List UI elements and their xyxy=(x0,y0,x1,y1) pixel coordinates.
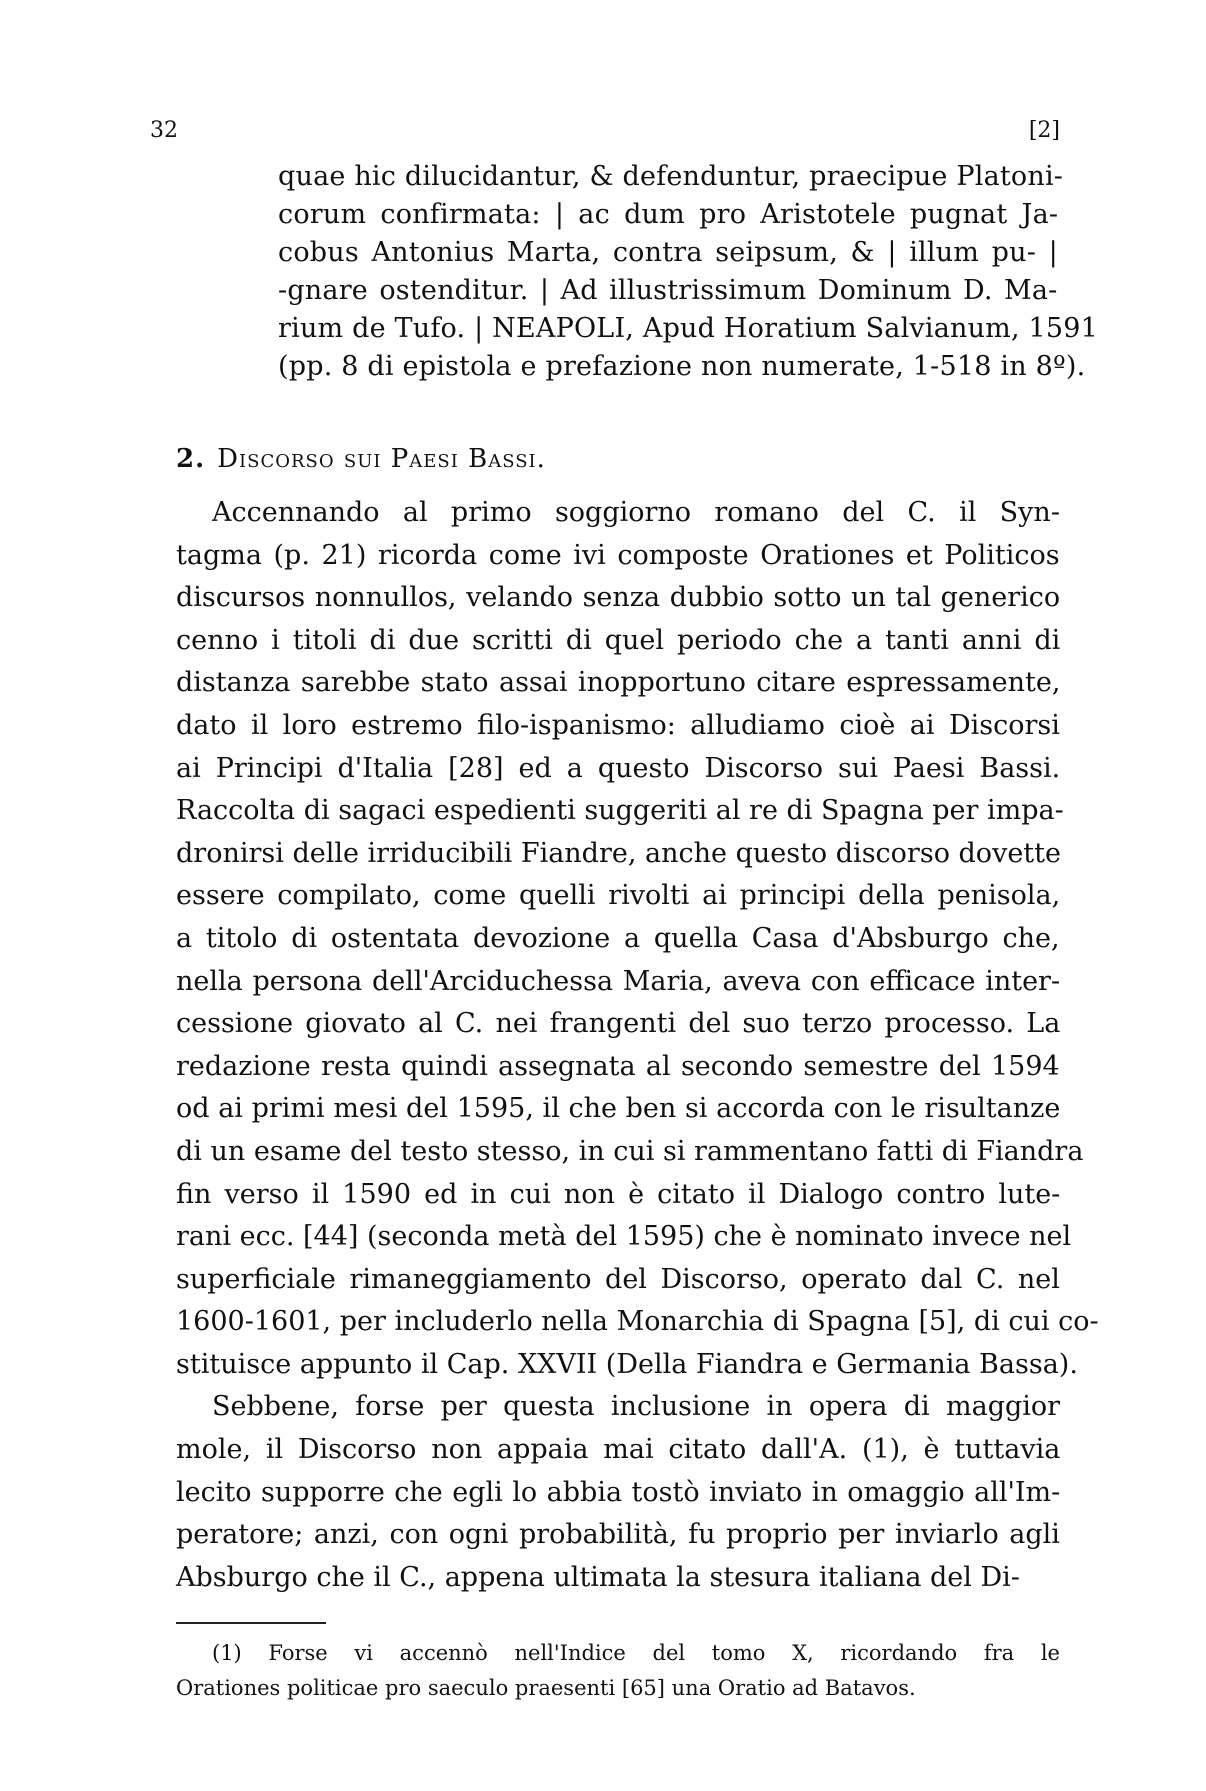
footnote-divider xyxy=(176,1622,326,1624)
text-line: dato il loro estremo filo-ispanismo: alludiamo cioè ai Discorsi xyxy=(176,709,1060,741)
text-line: Sebbene, forse per questa inclusione in opera di maggior xyxy=(212,1391,1061,1423)
page-reference: [2] xyxy=(1028,118,1060,143)
text-line: cessione giovato al C. nei frangenti del suo terzo processo. La xyxy=(176,1008,1061,1040)
text-line: di un esame del testo stesso, in cui si rammentano fatti di Fiandra xyxy=(176,1135,1084,1167)
text-line: corum confirmata: | ac dum pro Aristotele pugnat Ja- xyxy=(278,199,1059,230)
text-line: Accennando al primo soggiorno romano del C. il Syn- xyxy=(212,497,1060,528)
footnote-line: (1) Forse vi accennò nell'Indice del tomo X, ricordando fra le xyxy=(212,1641,1060,1665)
text-line: 1600-1601, per includerlo nella Monarchia di Spagna [5], di cui co- xyxy=(176,1306,1099,1338)
text-line: cenno i titoli di due scritti di quel periodo che a tanti anni di xyxy=(176,624,1061,656)
text-line: rium de Tufo. | NEAPOLI, Apud Horatium Salvianum, 1591 xyxy=(278,313,1099,344)
section-number: 2. xyxy=(176,444,206,474)
text-line: -gnare ostenditur. | Ad illustrissimum Dominum D. Ma- xyxy=(278,275,1058,306)
text-line: redazione resta quindi assegnata al secondo semestre del 1594 xyxy=(176,1050,1060,1082)
text-line: rani ecc. [44] (seconda metà del 1595) che è nominato invece nel xyxy=(176,1221,1072,1253)
text-line: (pp. 8 di epistola e prefazione non numerate, 1-518 in 8º). xyxy=(278,351,1086,382)
section-heading xyxy=(176,440,546,478)
text-line: dronirsi delle irriducibili Fiandre, anche questo discorso dovette xyxy=(176,837,1061,869)
text-line: discursos nonnullos, velando senza dubbio sotto un tal generico xyxy=(176,582,1061,614)
text-line: Absburgo che il C., appena ultimata la stesura italiana del Di- xyxy=(176,1561,1020,1593)
section-title: Discorso sui Paesi Bassi. xyxy=(217,444,546,474)
text-line: peratore; anzi, con ogni probabilità, fu proprio per inviarlo agli xyxy=(176,1519,1060,1551)
text-line: od ai primi mesi del 1595, il che ben si accorda con le risultanze xyxy=(176,1093,1061,1125)
text-line: quae hic dilucidantur, & defenduntur, praecipue Platoni- xyxy=(278,161,1064,192)
text-line: lecito supporre che egli lo abbia tostò inviato in omaggio all'Im- xyxy=(176,1476,1061,1508)
text-line: cobus Antonius Marta, contra seipsum, & | illum pu- | xyxy=(278,237,1058,268)
text-line: superficiale rimaneggiamento del Discorso, operato dal C. nel xyxy=(176,1263,1060,1295)
text-line: fin verso il 1590 ed in cui non è citato il Dialogo contro lute- xyxy=(176,1178,1061,1210)
running-header xyxy=(150,118,1060,148)
text-line: stituisce appunto il Cap. XXVII (Della Fiandra e Germania Bassa). xyxy=(176,1348,1078,1380)
body-text xyxy=(176,492,1099,1599)
footnote xyxy=(176,1636,1060,1706)
text-line: essere compilato, come quelli rivolti ai principi della penisola, xyxy=(176,880,1061,912)
footnote-line: Orationes politicae pro saeculo praesenti [65] una Oratio ad Batavos. xyxy=(176,1676,916,1700)
bibliographic-entry xyxy=(278,158,1099,386)
text-line: nella persona dell'Arciduchessa Maria, aveva con efficace inter- xyxy=(176,965,1061,997)
page-number: 32 xyxy=(150,118,178,143)
text-line: ai Principi d'Italia [28] ed a questo Discorso sui Paesi Bassi. xyxy=(176,752,1061,784)
text-line: distanza sarebbe stato assai inopportuno citare espressamente, xyxy=(176,667,1061,699)
text-line: mole, il Discorso non appaia mai citato dall'A. (1), è tuttavia xyxy=(176,1434,1061,1466)
text-line: a titolo di ostentata devozione a quella Casa d'Absburgo che, xyxy=(176,922,1060,954)
text-line: tagma (p. 21) ricorda come ivi composte Orationes et Politicos xyxy=(176,539,1060,571)
text-line: Raccolta di sagaci espedienti suggeriti al re di Spagna per impa- xyxy=(176,795,1064,827)
